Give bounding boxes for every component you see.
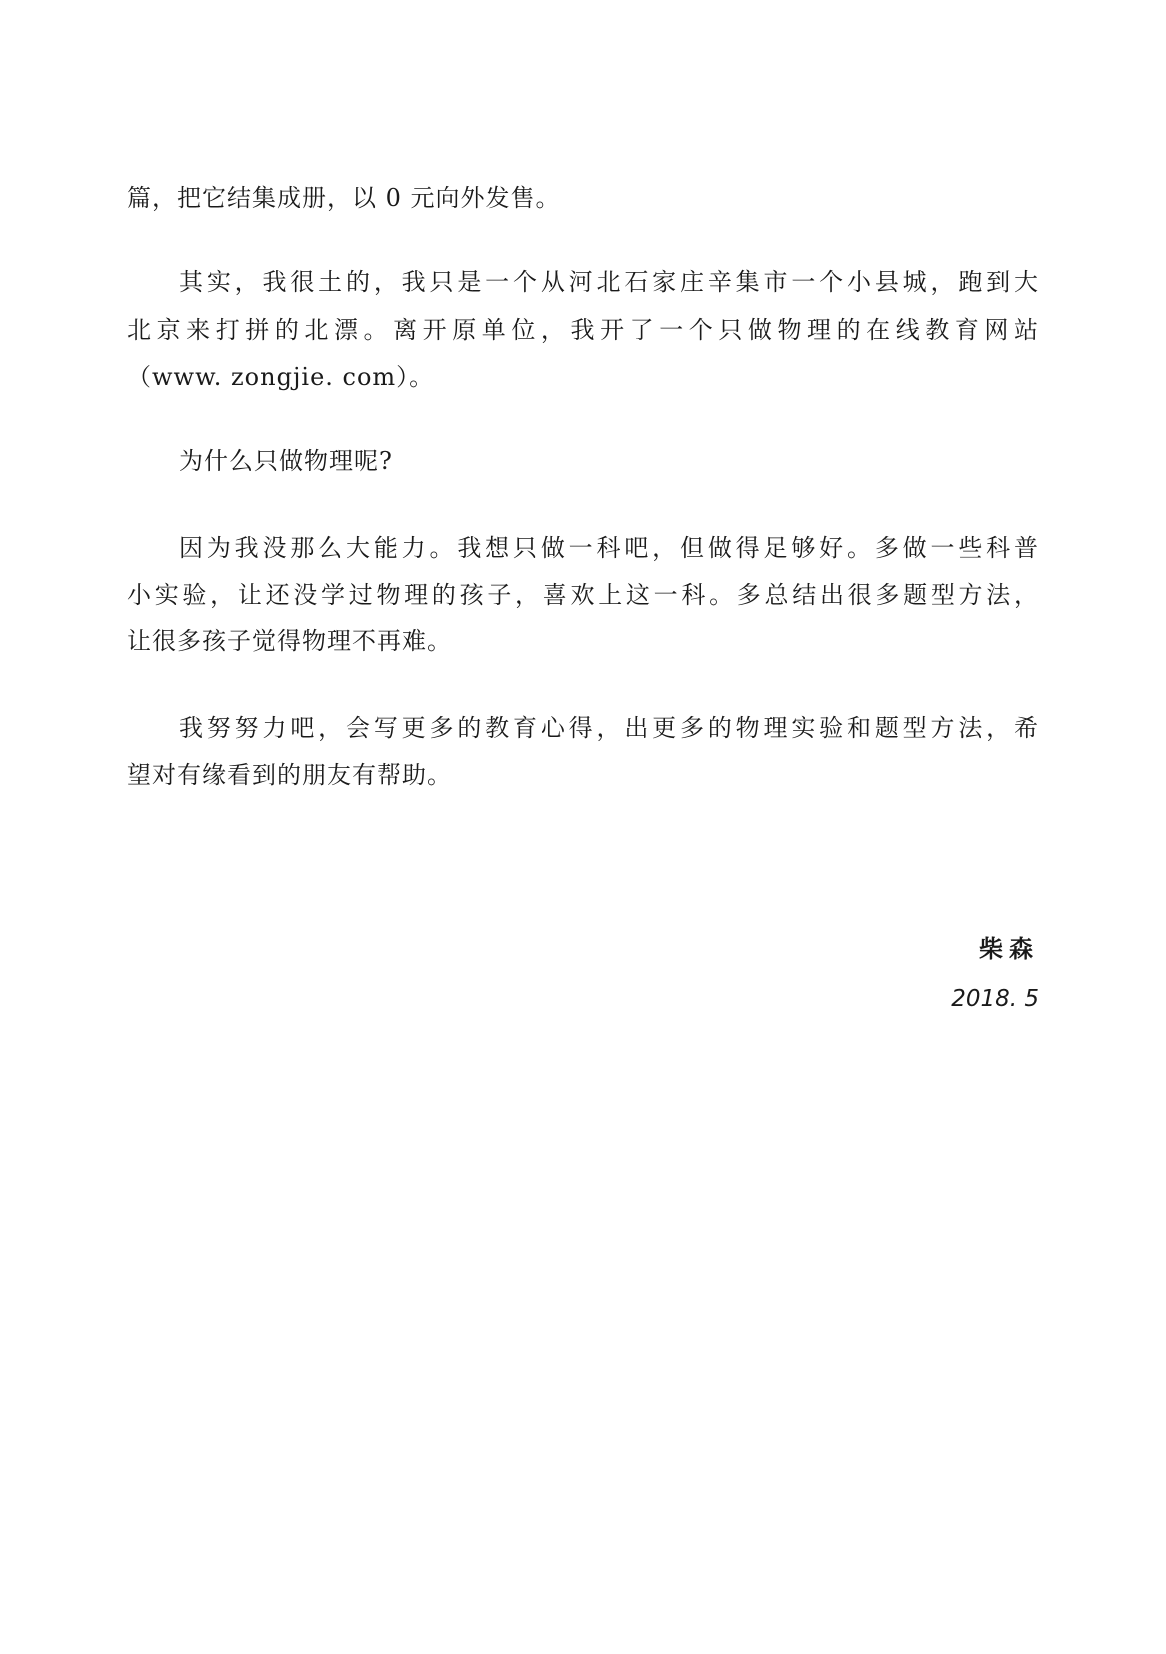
paragraph-4-line-2: 小实验，让还没学过物理的孩子，喜欢上这一科。多总结出很多题型方法， [127,581,1039,609]
paragraph-2-line-1: 其实，我很土的，我只是一个从河北石家庄辛集市一个小县城，跑到大 [179,268,1039,296]
paragraph-3-line-1: 为什么只做物理呢? [179,447,393,475]
paragraph-5-line-1: 我努努力吧，会写更多的教育心得，出更多的物理实验和题型方法，希 [179,714,1039,742]
paragraph-4-line-3: 让很多孩子觉得物理不再难。 [127,627,452,655]
paragraph-2-line-2: 北京来打拼的北漂。离开原单位，我开了一个只做物理的在线教育网站 [127,316,1039,344]
paragraph-2-line-3: （www. zongjie. com）。 [127,363,435,391]
paragraph-1-line-1: 篇，把它结集成册，以 0 元向外发售。 [127,184,561,212]
paragraph-5-line-2: 望对有缘看到的朋友有帮助。 [127,761,452,789]
paragraph-4-line-1: 因为我没那么大能力。我想只做一科吧，但做得足够好。多做一些科普 [179,534,1039,562]
signature-date: 2018. 5 [951,986,1039,1012]
signature-name: 柴森 [979,934,1039,963]
